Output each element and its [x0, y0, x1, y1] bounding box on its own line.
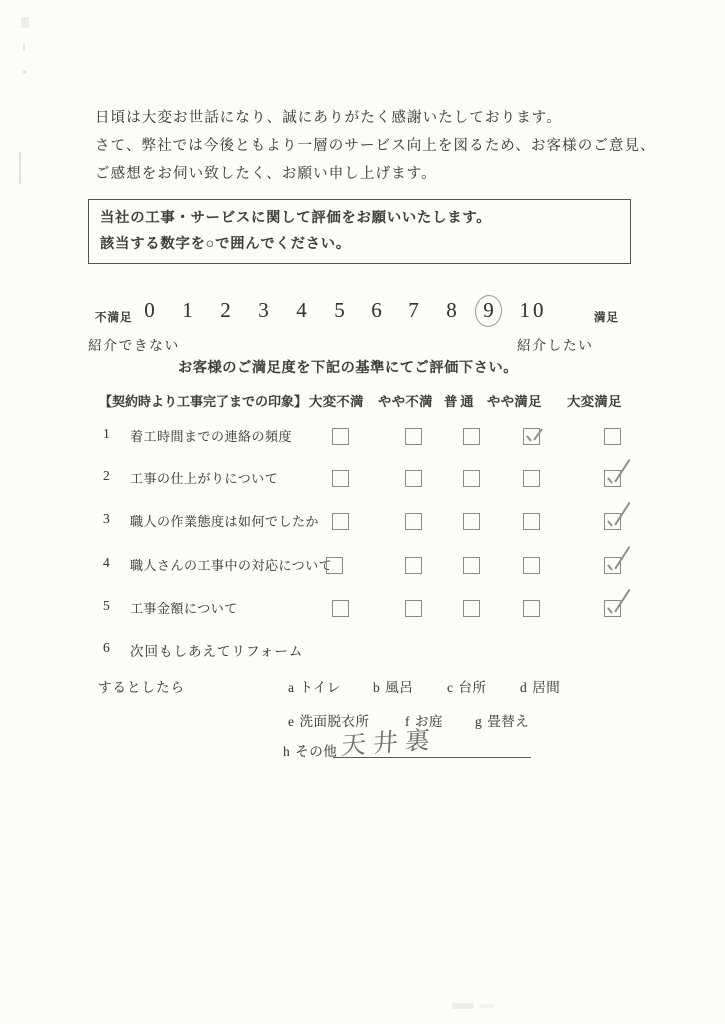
option-label: お庭 — [415, 714, 443, 729]
rating-checkbox[interactable] — [463, 428, 480, 445]
rating-row — [0, 597, 725, 619]
row-number: 4 — [103, 555, 110, 570]
rating-column-header: やや満足 — [487, 394, 542, 409]
q6-option-toilet[interactable] — [288, 676, 341, 696]
nps-number[interactable]: 8 — [446, 298, 458, 322]
nps-number[interactable]: 5 — [334, 298, 346, 322]
rating-checkbox[interactable] — [405, 513, 422, 530]
option-key: d — [520, 680, 528, 695]
rating-checkbox[interactable] — [463, 557, 480, 574]
rating-checkbox[interactable] — [523, 428, 540, 445]
nps-number[interactable]: 10 — [519, 298, 547, 322]
rating-checkbox[interactable] — [604, 600, 621, 617]
scan-artifact — [452, 1003, 474, 1009]
rating-checkbox[interactable] — [604, 470, 621, 487]
option-key: a — [288, 680, 295, 695]
option-label: 台所 — [458, 680, 487, 695]
rating-column-header: 普通 — [444, 394, 477, 409]
rating-column-header: 大変不満 — [309, 394, 364, 409]
rating-checkbox[interactable] — [332, 428, 349, 445]
option-key: e — [288, 714, 295, 729]
scan-artifact — [19, 152, 21, 184]
row-label: 職人の作業態度は如何でしたか — [130, 514, 320, 529]
q6-option-livingroom[interactable] — [520, 676, 560, 696]
option-key: b — [373, 680, 381, 695]
row-label: 工事の仕上がりについて — [130, 471, 279, 486]
option-label: トイレ — [299, 680, 341, 695]
row-label: 職人さんの工事中の対応について — [130, 558, 333, 573]
scan-artifact — [23, 70, 26, 74]
intro-line: 日頃は大変お世話になり、誠にありがたく感謝いたしております。 — [95, 110, 562, 126]
option-key: f — [405, 714, 410, 729]
row-number: 2 — [103, 468, 110, 483]
q6-text-line2: するとしたら — [98, 680, 185, 695]
rating-checkbox[interactable] — [523, 557, 540, 574]
nps-number[interactable]: 3 — [258, 298, 270, 322]
rating-checkbox[interactable] — [405, 557, 422, 574]
rating-column-header: やや不満 — [378, 394, 433, 409]
intro-line: ご感想をお伺い致したく、お願い申し上げます。 — [95, 166, 437, 182]
option-label: 畳替え — [487, 714, 530, 729]
rating-section-title: 【契約時より工事完了までの印象】 — [99, 394, 308, 409]
rating-checkbox[interactable] — [463, 470, 480, 487]
q6-option-kitchen[interactable] — [447, 676, 487, 696]
option-key: h — [283, 744, 291, 759]
scan-artifact — [480, 1004, 494, 1008]
scan-artifact — [23, 44, 25, 51]
scan-artifact — [21, 17, 29, 28]
rating-checkbox[interactable] — [326, 557, 343, 574]
option-key: g — [475, 714, 483, 729]
nps-number[interactable]: 2 — [220, 298, 232, 322]
q6-option-bath[interactable] — [373, 676, 413, 696]
rating-row — [0, 425, 725, 447]
rating-checkbox[interactable] — [523, 513, 540, 530]
row-label: 工事金額について — [130, 601, 238, 616]
rating-row — [0, 467, 725, 489]
rating-checkbox[interactable] — [332, 513, 349, 530]
rating-checkbox[interactable] — [405, 428, 422, 445]
handwritten-other-value: 天井裏 — [340, 726, 438, 761]
q6-number: 6 — [103, 640, 111, 655]
nps-number[interactable]: 4 — [296, 298, 308, 322]
nps-min-label: 不満足 — [95, 312, 133, 324]
nps-max-label: 満足 — [594, 312, 619, 324]
row-number: 3 — [103, 511, 110, 526]
option-label: その他 — [295, 744, 338, 759]
rating-checkbox[interactable] — [332, 470, 349, 487]
nps-left-caption: 紹介できない — [88, 338, 180, 353]
intro-line: さて、弊社では今後ともより一層のサービス向上を図るため、お客様のご意見、 — [95, 138, 656, 154]
rating-checkbox[interactable] — [604, 557, 621, 574]
rating-column-header: 大変満足 — [567, 394, 622, 409]
rating-checkbox[interactable] — [604, 428, 621, 445]
nps-number[interactable]: 0 — [144, 298, 156, 322]
q6-option-tatami[interactable] — [475, 710, 529, 730]
option-label: 風呂 — [385, 680, 414, 695]
rating-checkbox[interactable] — [523, 600, 540, 617]
q6-text-line1: 次回もしあえてリフォーム — [130, 644, 304, 659]
row-number: 1 — [103, 426, 110, 441]
rating-checkbox[interactable] — [405, 470, 422, 487]
row-number: 5 — [103, 598, 110, 613]
rating-checkbox[interactable] — [332, 600, 349, 617]
rating-checkbox[interactable] — [463, 513, 480, 530]
nps-number[interactable]: 1 — [182, 298, 194, 322]
rating-row — [0, 510, 725, 532]
rating-checkbox[interactable] — [604, 513, 621, 530]
notice-line: 当社の工事・サービスに関して評価をお願いいたします。 — [100, 210, 492, 226]
option-label: 居間 — [532, 680, 561, 695]
rating-checkbox[interactable] — [405, 600, 422, 617]
row-label: 着工時間までの連絡の頻度 — [130, 429, 293, 444]
nps-number[interactable]: 7 — [408, 298, 420, 322]
q6-option-other[interactable] — [283, 740, 337, 760]
nps-right-caption: 紹介したい — [517, 338, 594, 353]
nps-number[interactable]: 6 — [371, 298, 383, 322]
option-label: 洗面脱衣所 — [299, 714, 370, 729]
rating-checkbox[interactable] — [523, 470, 540, 487]
rating-checkbox[interactable] — [463, 600, 480, 617]
option-key: c — [447, 680, 454, 695]
intro-paragraph — [95, 104, 656, 188]
evaluation-notice-box — [88, 199, 631, 264]
rating-row — [0, 554, 725, 576]
other-input-line[interactable] — [333, 726, 531, 761]
nps-number[interactable]: 9 — [478, 298, 500, 323]
rating-instruction: お客様のご満足度を下記の基準にてご評価下さい。 — [177, 360, 519, 376]
notice-line: 該当する数字を○で囲んでください。 — [100, 236, 351, 252]
